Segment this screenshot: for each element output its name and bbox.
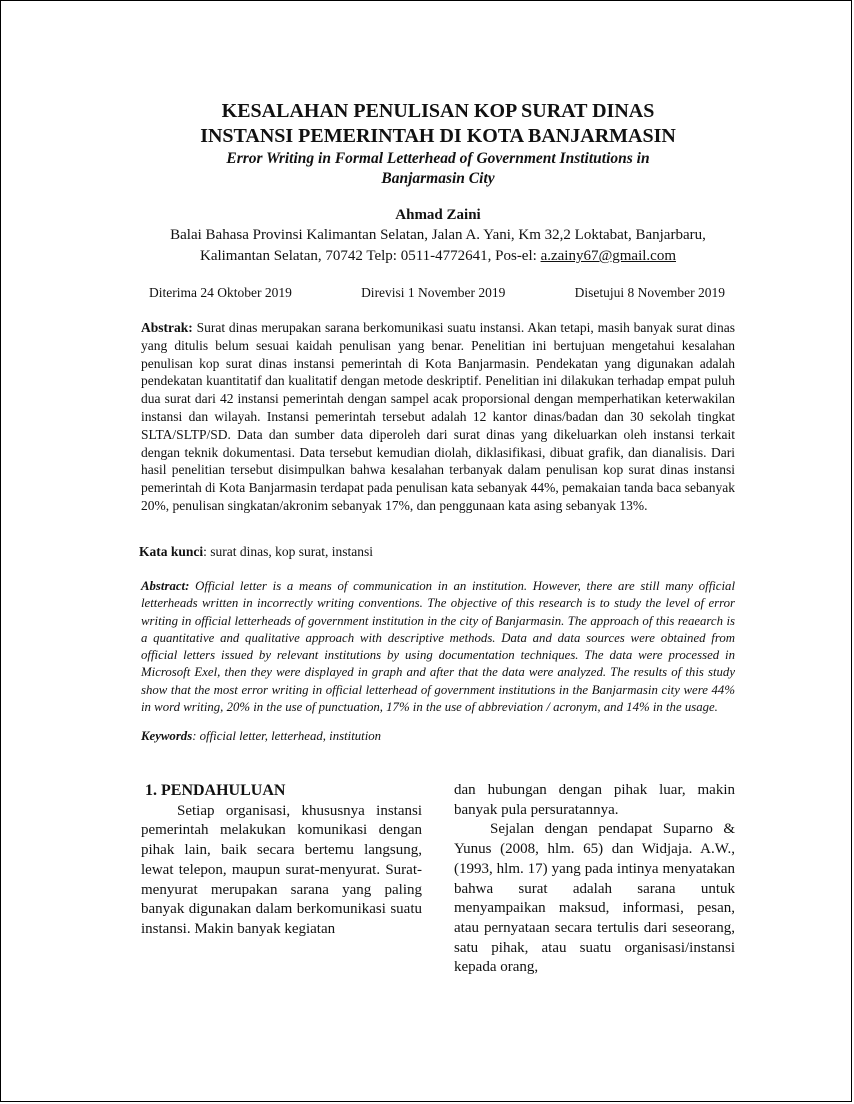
- author-affiliation: [131, 225, 745, 267]
- body-paragraph: dan hubungan dengan pihak luar, makin banyak pula persuratannya.: [454, 782, 735, 818]
- abstract-en-text: Official letter is a means of communication in an institution. However, there are still many official letterheads written in incorrectly writing conventions. The objective of this research is to study the level of error writing in official letterheads of government institution in the city of Banjarmasin. The approach of this reaearch is a quantitative and qualitative approach with descriptive methods. Data and data sources were obtained from official letters issued by relevant institutions by using documentation techniques. The data were processed in Microsoft Exel, then they were displayed in graph and after that the data were analyzed. The results of this study show that the most error writing in official letterhead of government institutions in the Banjarmasin city were 44% in word writing, 20% in the use of punctuation, 17% in the use of abbreviation / acronym, and 14% in the usage.: [141, 579, 735, 715]
- body-paragraph: Setiap organisasi, khususnya instansi pemerintah melakukan komunikasi dengan pihak lain, baik secara bertemu langsung, lewat telepon, maupun surat-menyurat. Surat-menyurat merupakan sarana yang paling banyak digunakan dalam berkomunikasi suatu instansi. Makin banyak kegiatan: [141, 802, 422, 937]
- keywords-en-text: : official letter, letterhead, institution: [192, 729, 382, 743]
- article-dates: [141, 285, 735, 301]
- keywords-en-label: Keywords: [141, 729, 193, 743]
- author-name: Ahmad Zaini: [395, 207, 481, 223]
- affiliation-line-2: [131, 246, 745, 267]
- body-column-left: [141, 781, 422, 940]
- date-received: Diterima 24 Oktober 2019: [149, 285, 292, 300]
- subtitle-line-1: Error Writing in Formal Letterhead of Government Institutions in: [226, 150, 650, 167]
- date-approved: Disetujui 8 November 2019: [574, 285, 725, 300]
- abstract-id-label: Abstrak:: [141, 320, 193, 335]
- keywords-id-label: Kata kunci: [139, 544, 204, 559]
- affiliation-contact: Kalimantan Selatan, 70742 Telp: 0511-4772641, Pos-el:: [199, 248, 541, 264]
- date-revised: Direvisi 1 November 2019: [361, 285, 506, 300]
- abstract-english: [141, 578, 735, 716]
- keywords-id-text: : surat dinas, kop surat, instansi: [203, 544, 373, 559]
- author-email-link[interactable]: a.zainy67@gmail.com: [540, 248, 677, 264]
- keywords-indonesian: [139, 544, 733, 560]
- affiliation-line-1: Balai Bahasa Provinsi Kalimantan Selatan, Jalan A. Yani, Km 32,2 Loktabat, Banjarbaru,: [170, 227, 706, 243]
- body-column-right: [454, 781, 735, 978]
- title-line-2: INSTANSI PEMERINTAH DI KOTA BANJARMASIN: [200, 125, 676, 147]
- title-block: [141, 99, 735, 189]
- title-line-1: KESALAHAN PENULISAN KOP SURAT DINAS: [221, 100, 655, 122]
- abstract-indonesian: [141, 319, 735, 515]
- abstract-en-label: Abstract:: [141, 579, 190, 593]
- section-heading: 1. PENDAHULUAN: [145, 782, 286, 799]
- body-paragraph: Sejalan dengan pendapat Suparno & Yunus (2008, hlm. 65) dan Widjaja. A.W., (1993, hlm. 17) yang pada intinya menyatakan bahwa surat adalah sarana untuk menyampaikan maksud, informasi, pesan, atau pernyataan secara tertulis dari seseorang, satu pihak, atau suatu organisasi/instansi kepada orang,: [454, 821, 735, 976]
- abstract-id-text: Surat dinas merupakan sarana berkomunikasi suatu instansi. Akan tetapi, masih banyak surat dinas yang ditulis belum sesuai kaidah penulisan yang benar. Penelitian ini bertujuan mengetahui kesalahan penulisan kop surat dinas instansi pemerintah di Kota Banjarmasin. Pendekatan yang digunakan adalah pendekatan kuantitatif dan kualitatif dengan metode deskriptif. Penelitian ini dilakukan terhadap empat puluh dua surat dari 42 instansi pemerintah dengan sampel acak proporsional dengan memperhatikan keterwakilan instansi dan wilayah. Instansi pemerintah tersebut adalah 12 kantor dinas/badan dan 30 sekolah tingkat SLTA/SLTP/SD. Data dan sumber data diperoleh dari surat dinas yang dikeluarkan oleh instansi terkait dengan teknik dokumentasi. Data tersebut kemudian diolah, diklasifikasi, dibuat grafik, dan dianalisis. Dari hasil penelitian tersebut disimpulkan bahwa kesalahan terbanyak dalam penulisan kop surat dinas instansi pemerintah di Kota Banjarmasin terdapat pada penulisan kata sebanyak 44%, pemakaian tanda baca sebanyak 20%, penulisan singkatan/akronim sebanyak 17%, dan penggunaan kata asing sebanyak 13%.: [141, 320, 735, 513]
- keywords-english: [141, 729, 735, 744]
- subtitle-line-2: Banjarmasin City: [381, 170, 495, 187]
